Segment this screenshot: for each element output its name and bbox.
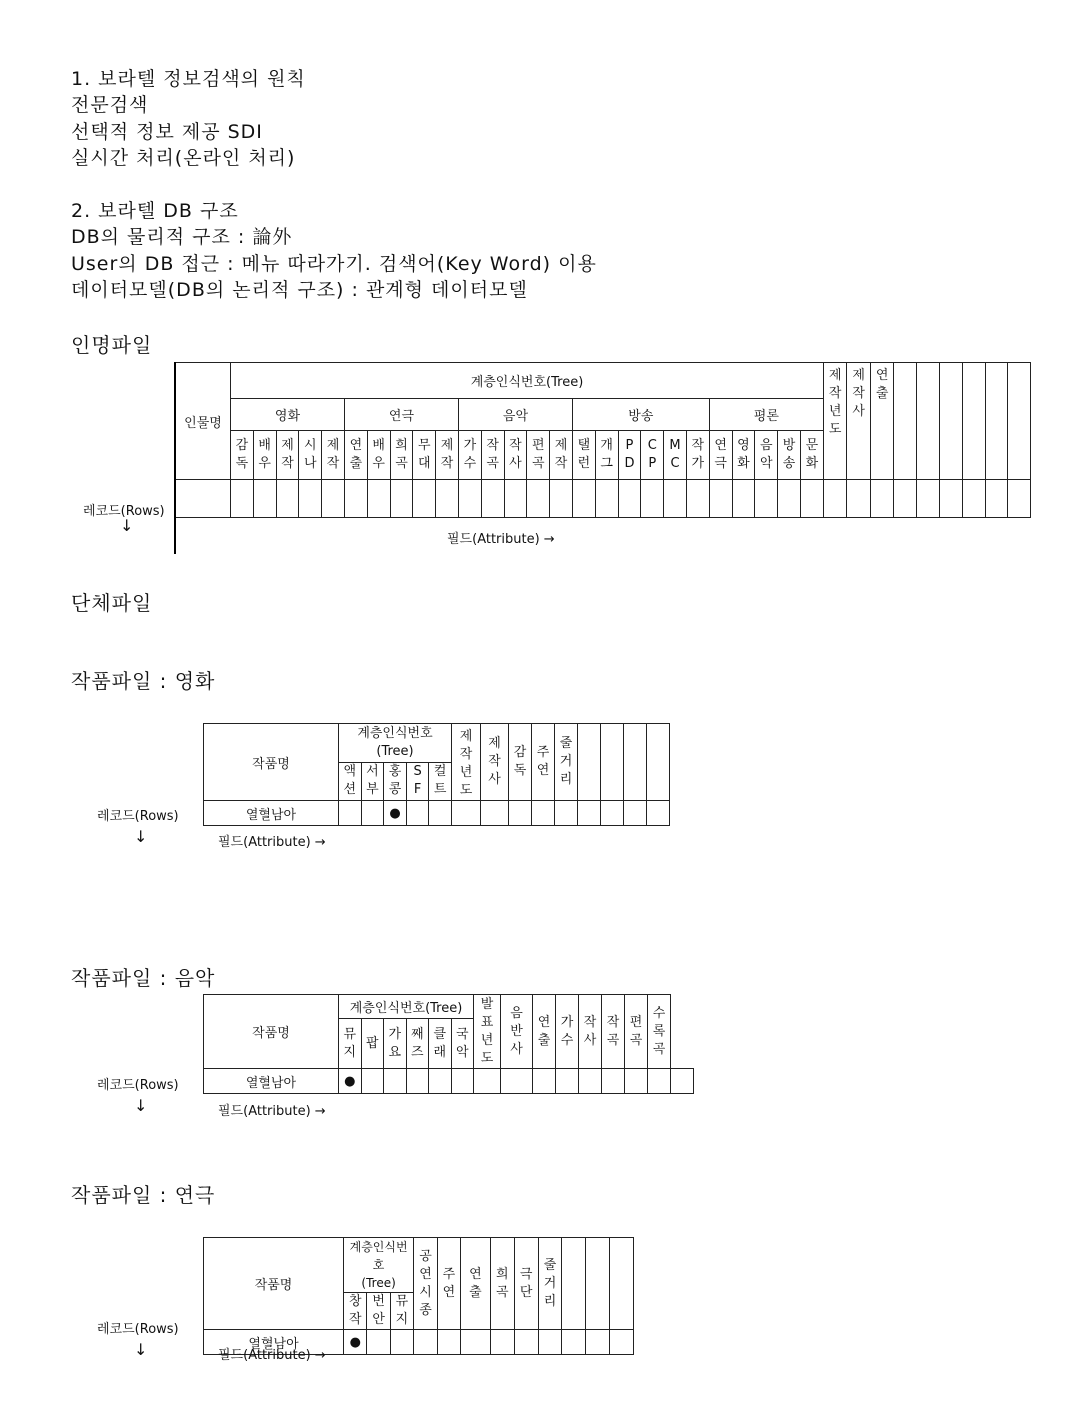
record-cell: [686, 480, 709, 518]
role-column-header: 연 출: [344, 431, 367, 480]
movie-genre-cult: 컬 트: [429, 762, 452, 801]
record-cell: [732, 480, 755, 518]
record-cell: [367, 480, 390, 518]
group-file-heading: 단체파일: [71, 591, 153, 615]
group-header: 영화: [231, 399, 345, 431]
group-header: 음악: [458, 399, 572, 431]
theater-genre-musical: 뮤 지: [390, 1293, 413, 1330]
theater-file-table: [203, 1237, 658, 1355]
movie-attribute-label: 필드(Attribute) →: [218, 835, 326, 850]
movie-file-heading: 작품파일 : 영화: [71, 669, 216, 693]
role-column-header: M C: [664, 431, 687, 480]
rows-arrow: ↓: [120, 516, 134, 535]
record-cell: [847, 480, 871, 518]
theater-col-run-period: 공 연 시 종: [414, 1238, 438, 1330]
record-cell: [176, 480, 231, 518]
theater-col-lead: 주 연: [437, 1238, 460, 1330]
music-row-name: 열혈남아: [204, 1069, 339, 1094]
section1-item-1: 전문검색: [71, 94, 149, 116]
record-cell: [917, 480, 940, 518]
record-cell: [823, 480, 847, 518]
record-cell: [1008, 480, 1031, 518]
record-cell: [800, 480, 823, 518]
group-header: 연극: [344, 399, 458, 431]
record-cell: [962, 480, 985, 518]
attribute-label: 필드(Attribute) →: [447, 532, 555, 547]
record-cell: [436, 480, 459, 518]
role-column-header: 무 대: [413, 431, 436, 480]
role-column-header: 배 우: [253, 431, 276, 480]
music-name-header: 작품명: [204, 995, 339, 1069]
section1-item-2: 선택적 정보 제공 SDI: [71, 121, 263, 143]
col-production-company: 제 작 사: [847, 363, 871, 480]
theater-col-playwright: 희 곡: [490, 1238, 514, 1330]
music-genre-traditional: 국 악: [451, 1019, 474, 1069]
music-col-arranger: 편 곡: [625, 995, 648, 1069]
row-axis-line: [174, 362, 176, 554]
theater-col-synopsis: 줄 거 리: [538, 1238, 562, 1330]
record-cell: [390, 480, 413, 518]
record-cell: [322, 480, 345, 518]
music-genre-jazz: 째 즈: [406, 1019, 429, 1069]
record-cell: [709, 480, 732, 518]
col-production-year: 제 작 년 도: [823, 363, 847, 480]
person-name-header: 인물명: [176, 363, 231, 480]
music-genre-pop: 팝: [361, 1019, 384, 1069]
role-column-header: 작 곡: [481, 431, 504, 480]
group-header: 방송: [572, 399, 709, 431]
movie-name-header: 작품명: [204, 724, 339, 801]
record-cell: [458, 480, 481, 518]
role-column-header: 배 우: [367, 431, 390, 480]
person-file-table: [175, 362, 1031, 518]
record-cell: [985, 480, 1008, 518]
role-column-header: 음 악: [755, 431, 778, 480]
rows-label: 레코드(Rows): [83, 504, 165, 519]
role-column-header: 개 그: [595, 431, 618, 480]
role-column-header: 편 곡: [527, 431, 550, 480]
theater-file-heading: 작품파일 : 연극: [71, 1183, 216, 1207]
record-cell: [231, 480, 254, 518]
record-cell: [940, 480, 963, 518]
tree-header: 계층인식번호(Tree): [231, 363, 824, 399]
role-column-header: 시 나: [299, 431, 322, 480]
music-genre-classical: 클 래: [429, 1019, 452, 1069]
music-col-label: 음 반 사: [501, 995, 533, 1069]
theater-row-name: 열혈남아: [204, 1330, 344, 1355]
movie-genre-western: 서 부: [361, 762, 384, 801]
movie-tree-header: 계층인식번호 (Tree): [339, 724, 452, 763]
role-column-header: 제 작: [550, 431, 573, 480]
music-col-composer: 작 곡: [602, 995, 625, 1069]
record-cell: [664, 480, 687, 518]
role-column-header: 작 사: [504, 431, 527, 480]
role-column-header: 가 수: [458, 431, 481, 480]
music-rows-arrow: ↓: [134, 1096, 148, 1115]
record-cell: [641, 480, 664, 518]
record-cell: [778, 480, 801, 518]
movie-file-table: [203, 723, 670, 826]
music-marker: ●: [339, 1069, 362, 1094]
record-cell: [595, 480, 618, 518]
music-genre-kpop: 가 요: [384, 1019, 407, 1069]
movie-row-name: 열혈남아: [204, 801, 339, 826]
record-cell: [413, 480, 436, 518]
theater-rows-arrow: ↓: [134, 1340, 148, 1359]
music-genre-musical: 뮤 지: [339, 1019, 362, 1069]
music-col-tracks: 수 록 곡: [648, 995, 671, 1069]
record-cell: [481, 480, 504, 518]
record-cell: [870, 480, 894, 518]
record-cell: [527, 480, 550, 518]
movie-rows-arrow: ↓: [134, 827, 148, 846]
theater-col-director: 연 출: [460, 1238, 490, 1330]
music-rows-label: 레코드(Rows): [97, 1078, 179, 1093]
role-column-header: P D: [618, 431, 641, 480]
movie-genre-hongkong: 홍 콩: [384, 762, 407, 801]
record-cell: [504, 480, 527, 518]
movie-genre-action: 액 션: [339, 762, 362, 801]
record-cell: [253, 480, 276, 518]
record-cell: [894, 480, 917, 518]
section2-title: 2. 보라텔 DB 구조: [71, 200, 239, 222]
record-cell: [550, 480, 573, 518]
theater-genre-adaptation: 번 안: [367, 1293, 390, 1330]
music-tree-header: 계층인식번호(Tree): [339, 995, 474, 1019]
theater-attribute-label: 필드(Attribute) →: [218, 1348, 326, 1363]
role-column-header: 감 독: [231, 431, 254, 480]
theater-name-header: 작품명: [204, 1238, 344, 1330]
theater-col-troupe: 극 단: [514, 1238, 538, 1330]
movie-col-production-year: 제 작 년 도: [452, 724, 481, 801]
music-col-singer: 가 수: [556, 995, 579, 1069]
record-cell: [276, 480, 299, 518]
group-header: 평론: [709, 399, 823, 431]
movie-col-lead: 주 연: [532, 724, 555, 801]
section1-item-3: 실시간 처리(온라인 처리): [71, 147, 296, 169]
role-column-header: 방 송: [778, 431, 801, 480]
role-column-header: 연 극: [709, 431, 732, 480]
record-cell: [572, 480, 595, 518]
section2-item-3: 데이터모델(DB의 논리적 구조) : 관계형 데이터모델: [71, 279, 528, 301]
role-column-header: C P: [641, 431, 664, 480]
role-column-header: 작 가: [686, 431, 709, 480]
theater-marker: ●: [344, 1330, 367, 1355]
role-column-header: 제 작: [322, 431, 345, 480]
music-col-director: 연 출: [533, 995, 556, 1069]
role-column-header: 제 작: [276, 431, 299, 480]
movie-genre-sf: S F: [406, 762, 429, 801]
music-file-table: [203, 994, 694, 1094]
col-director: 연 출: [870, 363, 894, 480]
role-column-header: 희 곡: [390, 431, 413, 480]
role-column-header: 제 작: [436, 431, 459, 480]
section2-item-1: DB의 물리적 구조 : 論外: [71, 226, 293, 248]
theater-rows-label: 레코드(Rows): [97, 1322, 179, 1337]
role-column-header: 문 화: [800, 431, 823, 480]
section2-item-2: User의 DB 접근 : 메뉴 따라가기. 검색어(Key Word) 이용: [71, 253, 597, 275]
movie-col-synopsis: 줄 거 리: [555, 724, 578, 801]
music-col-lyricist: 작 사: [579, 995, 602, 1069]
record-cell: [755, 480, 778, 518]
person-file-heading: 인명파일: [71, 333, 153, 357]
role-column-header: 영 화: [732, 431, 755, 480]
role-column-header: 탤 런: [572, 431, 595, 480]
record-cell: [344, 480, 367, 518]
theater-tree-header: 계층인식번호 (Tree): [344, 1238, 414, 1293]
section1-title: 1. 보라텔 정보검색의 원칙: [71, 68, 306, 90]
music-file-heading: 작품파일 : 음악: [71, 966, 216, 990]
music-attribute-label: 필드(Attribute) →: [218, 1104, 326, 1119]
music-col-release-year: 발 표 년 도: [474, 995, 501, 1069]
movie-marker: ●: [384, 801, 407, 826]
movie-col-production-company: 제 작 사: [481, 724, 509, 801]
record-cell: [618, 480, 641, 518]
theater-genre-original: 창 작: [344, 1293, 367, 1330]
movie-col-director: 감 독: [509, 724, 532, 801]
movie-rows-label: 레코드(Rows): [97, 809, 179, 824]
record-cell: [299, 480, 322, 518]
